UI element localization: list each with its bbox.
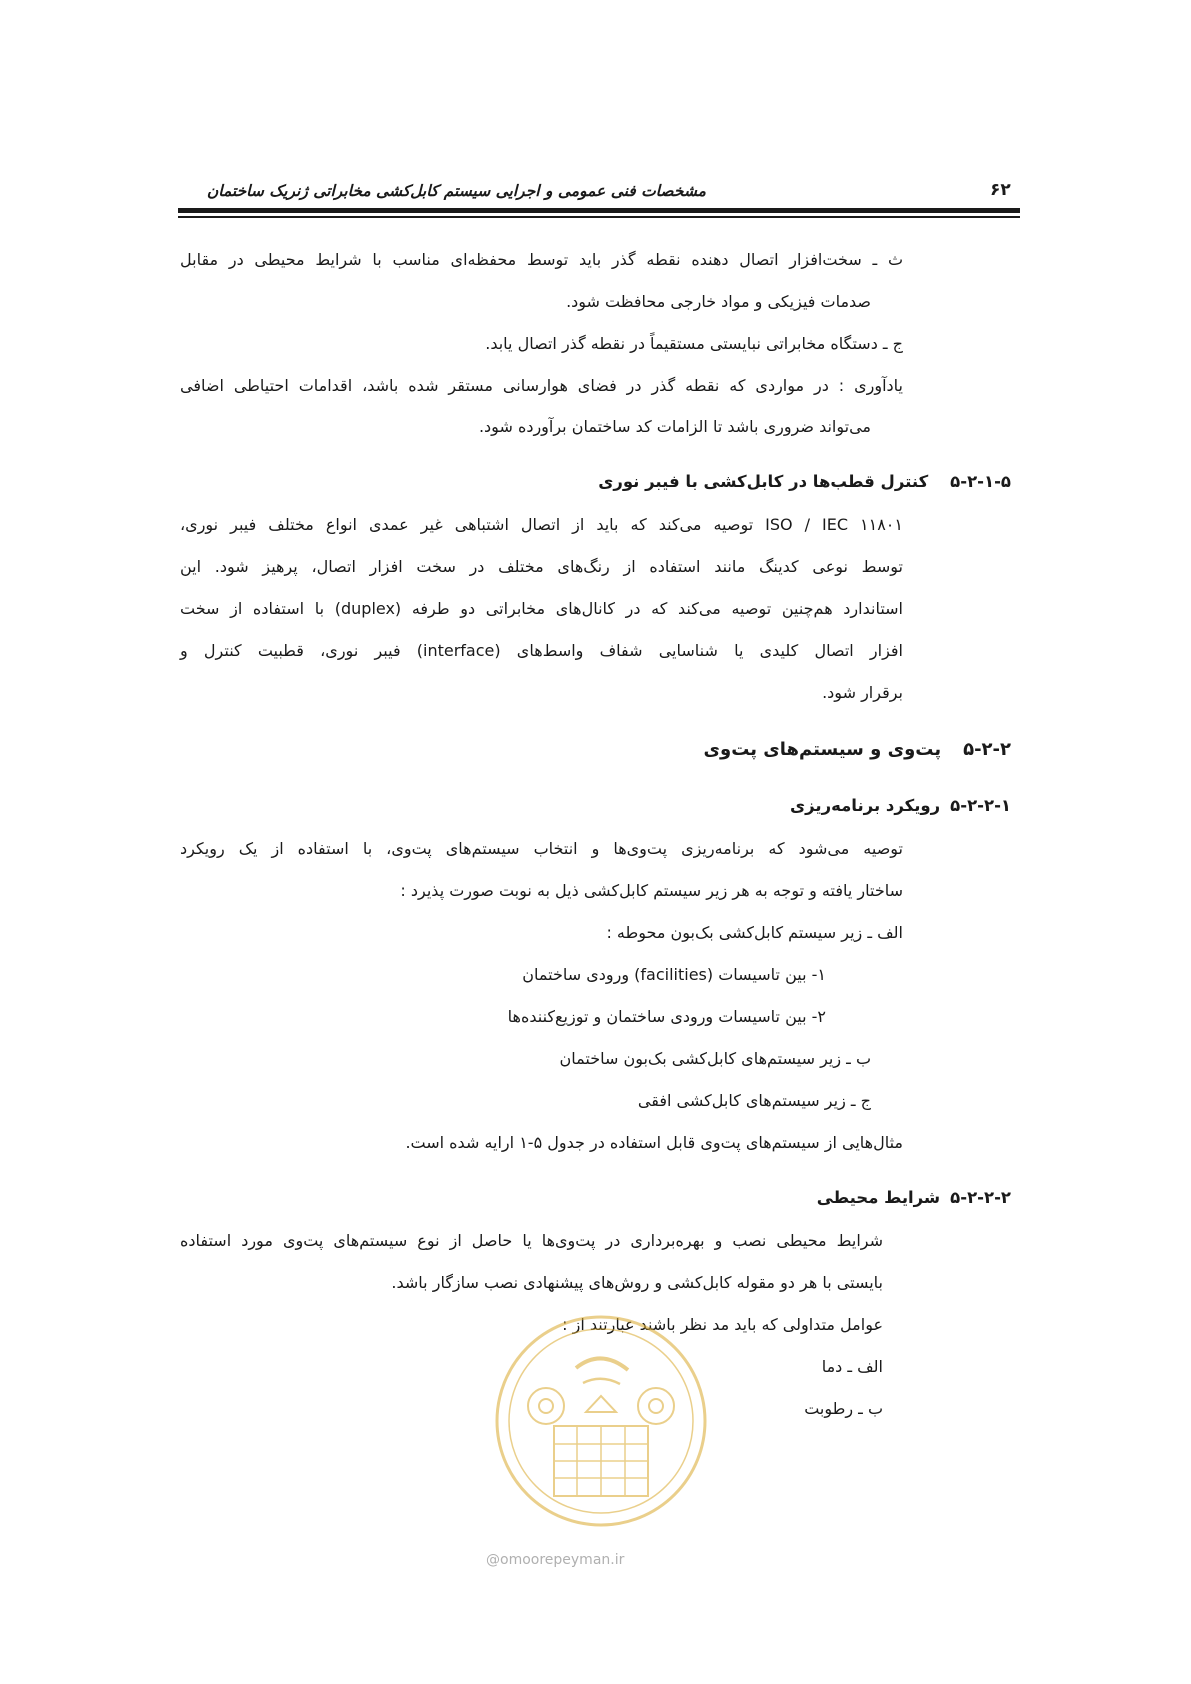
paragraph-line: ج ـ دستگاه مخابراتی نبایستی مستقیماً در نقطه گذر اتصال یابد. xyxy=(485,334,903,353)
paragraph-line: ساختار یافته و توجه به هر زیر سیستم کابل‌کشی ذیل به نوبت صورت پذیرد : xyxy=(400,881,903,900)
section-heading xyxy=(704,739,1011,760)
list-item: الف ـ دما xyxy=(821,1357,883,1376)
running-header-title: مشخصات فنی عمومی و اجرایی سیستم کابل‌کشی مخابراتی ژنریک ساختمان xyxy=(206,182,706,200)
paragraph-line: مثال‌هایی از سیستم‌های پت‌وی قابل استفاده در جدول ۵-۱ ارایه شده است. xyxy=(405,1133,903,1152)
list-item: الف ـ زیر سیستم کابل‌کشی بک‌بون محوطه : xyxy=(606,923,903,942)
paragraph-line: بایستی با هر دو مقوله کابل‌کشی و روش‌های پیشنهادی نصب سازگار باشد. xyxy=(391,1273,883,1292)
section-title: شرایط محیطی xyxy=(816,1188,941,1207)
paragraph-line: یادآوری : در مواردی که نقطه گذر در فضای هوارسانی مستقر شده باشد، اقدامات احتیاطی اضافی xyxy=(180,376,903,395)
header-rule-thin xyxy=(178,216,1020,218)
list-item: ب ـ رطوبت xyxy=(804,1399,883,1418)
paragraph-line: ث ـ سخت‌افزار اتصال دهنده نقطه گذر باید توسط محفظه‌ای مناسب با شرایط محیطی در مقابل xyxy=(180,250,903,269)
section-title: کنترل قطب‌ها در کابل‌کشی با فیبر نوری xyxy=(598,472,929,491)
list-item: ب ـ زیر سیستم‌های کابل‌کشی بک‌بون ساختمان xyxy=(559,1049,871,1068)
section-title: رویکرد برنامه‌ریزی xyxy=(789,796,941,815)
section-number: ۵-۲-۱-۵ xyxy=(950,472,1011,491)
section-number: ۵-۲-۲ xyxy=(963,739,1011,760)
page-number: ۶۲ xyxy=(990,180,1011,200)
paragraph-line: افزار اتصال کلیدی یا شناسایی شفاف واسط‌های (interface) فیبر نوری، قطبیت کنترل و xyxy=(180,641,903,660)
section-heading xyxy=(598,472,1011,491)
watermark-seal-icon xyxy=(488,1308,714,1534)
paragraph-line: توصیه می‌شود که برنامه‌ریزی پت‌وی‌ها و انتخاب سیستم‌های پت‌وی، با استفاده از یک رویکرد xyxy=(180,839,903,858)
paragraph-line: استاندارد هم‌چنین توصیه می‌کند که در کانال‌های مخابراتی دو طرفه (duplex) با استفاده از سخت xyxy=(180,599,903,618)
section-number: ۵-۲-۲-۱ xyxy=(950,796,1011,815)
section-heading xyxy=(790,796,1011,815)
paragraph-line: می‌تواند ضروری باشد تا الزامات کد ساختمان برآورده شود. xyxy=(478,417,871,436)
watermark-url: @omoorepeyman.ir xyxy=(486,1552,625,1568)
paragraph-line: توسط نوعی کدینگ مانند استفاده از رنگ‌های مختلف در سخت افزار اتصال، پرهیز شود. این xyxy=(180,557,903,576)
header-rule-thick xyxy=(178,208,1020,213)
paragraph-line: ISO / IEC ۱۱۸۰۱ توصیه می‌کند که باید از اتصال اشتباهی غیر عمدی انواع مختلف فیبر نوری، xyxy=(180,515,903,534)
section-title: پت‌وی و سیستم‌های پت‌وی xyxy=(703,739,942,760)
paragraph-line: شرایط محیطی نصب و بهره‌برداری در پت‌وی‌ها یا حاصل از نوع سیستم‌های پت‌وی مورد استفاده xyxy=(180,1231,883,1250)
list-item: ۱- بین تاسیسات (facilities) ورودی ساختمان xyxy=(522,965,826,984)
list-item: ج ـ زیر سیستم‌های کابل‌کشی افقی xyxy=(637,1091,871,1110)
paragraph-line: عوامل متداولی که باید مد نظر باشند عبارتند از : xyxy=(562,1315,883,1334)
paragraph-line: صدمات فیزیکی و مواد خارجی محافظت شود. xyxy=(566,292,871,311)
section-number: ۵-۲-۲-۲ xyxy=(950,1188,1011,1207)
list-item: ۲- بین تاسیسات ورودی ساختمان و توزیع‌کننده‌ها xyxy=(507,1007,826,1026)
section-heading xyxy=(817,1188,1011,1207)
paragraph-line: برقرار شود. xyxy=(822,683,903,702)
